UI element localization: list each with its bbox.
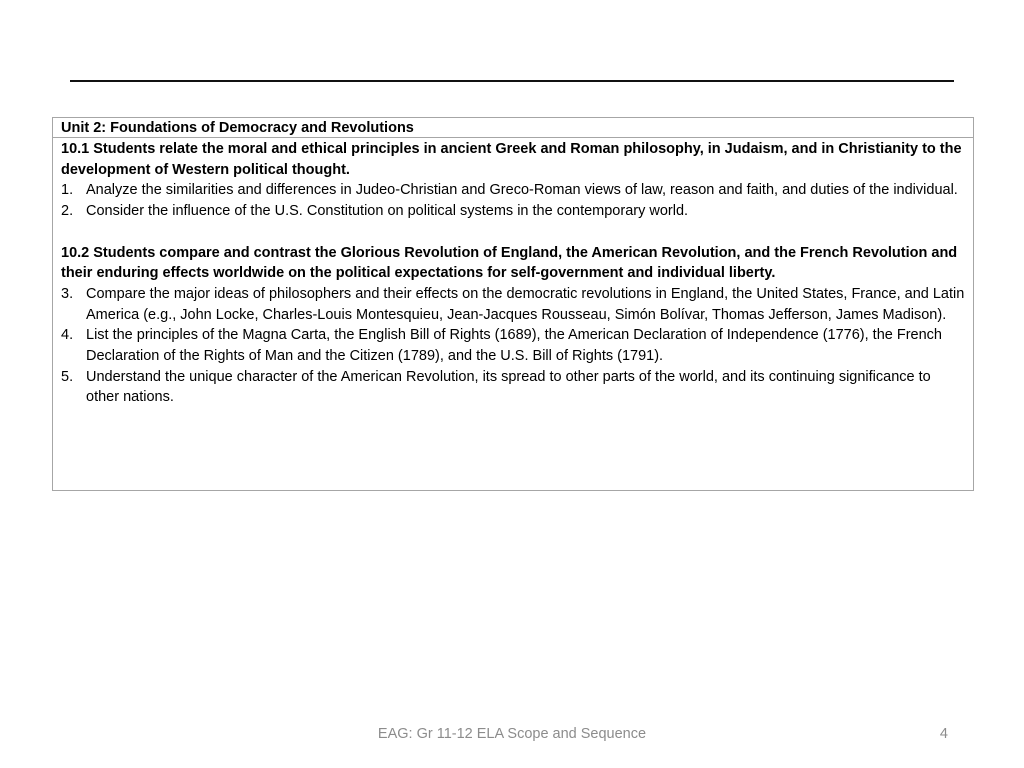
objective-number: 3. (61, 285, 74, 302)
objective-item (61, 325, 965, 366)
page-number: 4 (939, 726, 948, 742)
objective-text: List the principles of the Magna Carta, the English Bill of Rights (1689), the American Declaration of Independence (1776), the French Declaration of the Rights of Man and the Citizen (1789), and the U.S. Bill of Rights (1791). (86, 327, 942, 365)
footer-title: EAG: Gr 11-12 ELA Scope and Sequence (377, 726, 647, 742)
objective-number: 4. (61, 327, 74, 344)
objective-text: Understand the unique character of the American Revolution, its spread to other parts of the world, and its continuing significance to other nations. (86, 368, 931, 406)
objective-item (61, 284, 965, 325)
unit-title: Unit 2: Foundations of Democracy and Revolutions (53, 118, 973, 138)
standard-10-1-heading: 10.1 Students relate the moral and ethical principles in ancient Greek and Roman philosophy, in Judaism, and in Christianity to the development of Western political thought. (61, 141, 962, 178)
standard-10-2-heading: 10.2 Students compare and contrast the Glorious Revolution of England, the American Revolution, and the French Revolution and their enduring effects worldwide on the political expectations for self-government and individual liberty. (61, 244, 958, 282)
unit-content (53, 138, 973, 408)
objective-item (61, 201, 965, 222)
standard-10-2-objectives (61, 284, 965, 408)
objective-text: Consider the influence of the U.S. Constitution on political systems in the contemporary world. (86, 203, 689, 220)
objective-item (61, 180, 965, 201)
objective-number: 1. (61, 182, 74, 199)
objective-text: Compare the major ideas of philosophers and their effects on the democratic revolutions in England, the United States, France, and Latin America (e.g., John Locke, Charles-Louis Montesquieu, Jean-Jacques Rousseau, Simón Bolívar, Thomas Jefferson, James Madison). (86, 285, 965, 323)
objective-text: Analyze the similarities and differences in Judeo-Christian and Greco-Roman views of law, reason and faith, and duties of the individual. (86, 182, 958, 199)
header-rule (70, 80, 954, 82)
objective-number: 5. (61, 368, 74, 385)
objective-number: 2. (61, 203, 74, 220)
objective-item (61, 367, 965, 408)
paragraph-spacer (61, 222, 965, 243)
standard-10-1-objectives (61, 180, 965, 221)
unit-table (52, 117, 974, 491)
